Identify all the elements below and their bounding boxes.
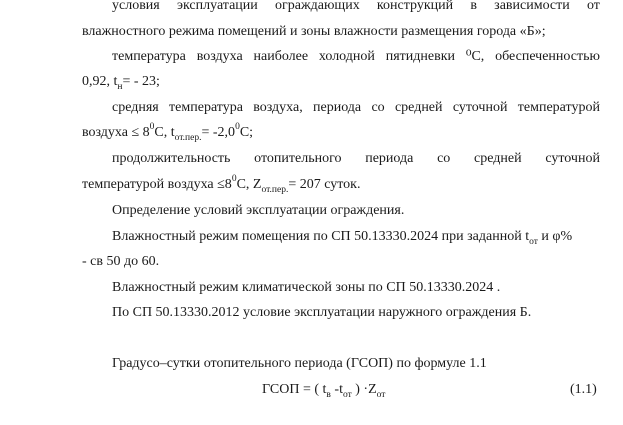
p1-word: конструкций xyxy=(376,0,454,13)
p4-line2-prefix: температурой воздуха ≤8 xyxy=(82,177,232,192)
p1-word: ограждающих xyxy=(275,0,360,13)
p2-word: температура xyxy=(112,49,186,64)
p4-word: периода xyxy=(365,151,414,166)
p3-word: средней xyxy=(394,100,443,115)
p4-word: средней xyxy=(474,151,522,166)
p4-word: отопительного xyxy=(254,151,342,166)
p6-line1 xyxy=(112,229,572,245)
equation-number: (1.1) xyxy=(570,382,597,397)
p2-word: ⁰С, xyxy=(465,49,485,64)
p4-line2-mid: С, Z xyxy=(236,177,262,192)
formula-mid2: ) ·Z xyxy=(351,382,377,397)
p5-line: Определение условий эксплуатации ограждения. xyxy=(112,203,405,218)
p3-line2-sup: 0 xyxy=(149,122,155,133)
p3-line2-prefix: воздуха ≤ 8 xyxy=(82,125,150,140)
p3-word: со xyxy=(371,100,385,115)
p2-line2 xyxy=(82,74,160,90)
p8-line: По СП 50.13330.2012 условие эксплуатации наружного ограждения Б. xyxy=(112,305,532,320)
p2-word: воздуха xyxy=(196,49,243,64)
p3-line2 xyxy=(82,122,254,143)
p4-word: суточной xyxy=(545,151,600,166)
p3-line1 xyxy=(112,100,600,116)
p1-line2: влажностного режима помещений и зоны влажности размещения города «Б»; xyxy=(82,24,546,39)
p1-word: условия xyxy=(112,0,160,13)
p4-line2-sup: 0 xyxy=(231,174,237,185)
p2-line1 xyxy=(112,49,600,65)
p2-word: холодной xyxy=(318,49,375,64)
p2-word: обеспеченностью xyxy=(495,49,600,64)
p3-word: средняя xyxy=(112,100,159,115)
p6-line1-suffix: и φ% xyxy=(537,229,573,244)
p3-word: суточной xyxy=(452,100,508,115)
p9-line: Градусо–сутки отопительного периода (ГСОП) по формуле 1.1 xyxy=(112,356,487,371)
p3-line2-suffix: С; xyxy=(239,125,254,140)
p3-line2-mid: С, t xyxy=(154,125,175,140)
p3-word: периода xyxy=(313,100,362,115)
p1-word: в xyxy=(470,0,477,13)
p2-line2-suffix: = - 23; xyxy=(122,74,160,89)
p3-word: воздуха, xyxy=(253,100,303,115)
p1-word: эксплуатации xyxy=(176,0,258,13)
p4-line2 xyxy=(82,174,361,195)
p2-line2-prefix: 0,92, t xyxy=(82,74,118,89)
p3-word: температурой xyxy=(517,100,600,115)
p2-line2-sub: н xyxy=(117,81,123,92)
formula-sub1: в xyxy=(326,389,331,400)
p6-line2: - св 50 до 60. xyxy=(82,254,160,269)
p4-word: со xyxy=(437,151,451,166)
p7-line: Влажностный режим климатической зоны по СП 50.13330.2024 . xyxy=(112,280,501,295)
p4-line2-sub: от.пер. xyxy=(261,184,289,195)
p3-word: температура xyxy=(169,100,243,115)
p1-word: зависимости xyxy=(494,0,570,13)
p4-line2-suffix: = 207 суток. xyxy=(288,177,361,192)
p3-line2-sup2: 0 xyxy=(235,122,240,133)
formula-mid: -t xyxy=(330,382,343,397)
formula xyxy=(262,382,385,398)
p2-word: наиболее xyxy=(253,49,309,64)
p6-line1-prefix: Влажностный режим помещения по СП 50.13330.2024 при заданной t xyxy=(112,229,530,244)
formula-sub2: от xyxy=(342,389,352,400)
formula-prefix: ГСОП = ( t xyxy=(262,382,327,397)
p1-line1 xyxy=(112,0,600,14)
p3-line2-sub: от.пер. xyxy=(174,132,202,143)
p2-word: пятидневки xyxy=(385,49,455,64)
p4-word: продолжительность xyxy=(112,151,231,166)
p3-line2-mid2: = -2,0 xyxy=(201,125,236,140)
p1-word: от xyxy=(586,0,600,13)
formula-sub3: от xyxy=(376,389,386,400)
p6-line1-sub: от xyxy=(529,236,538,247)
p4-line1 xyxy=(112,151,600,167)
